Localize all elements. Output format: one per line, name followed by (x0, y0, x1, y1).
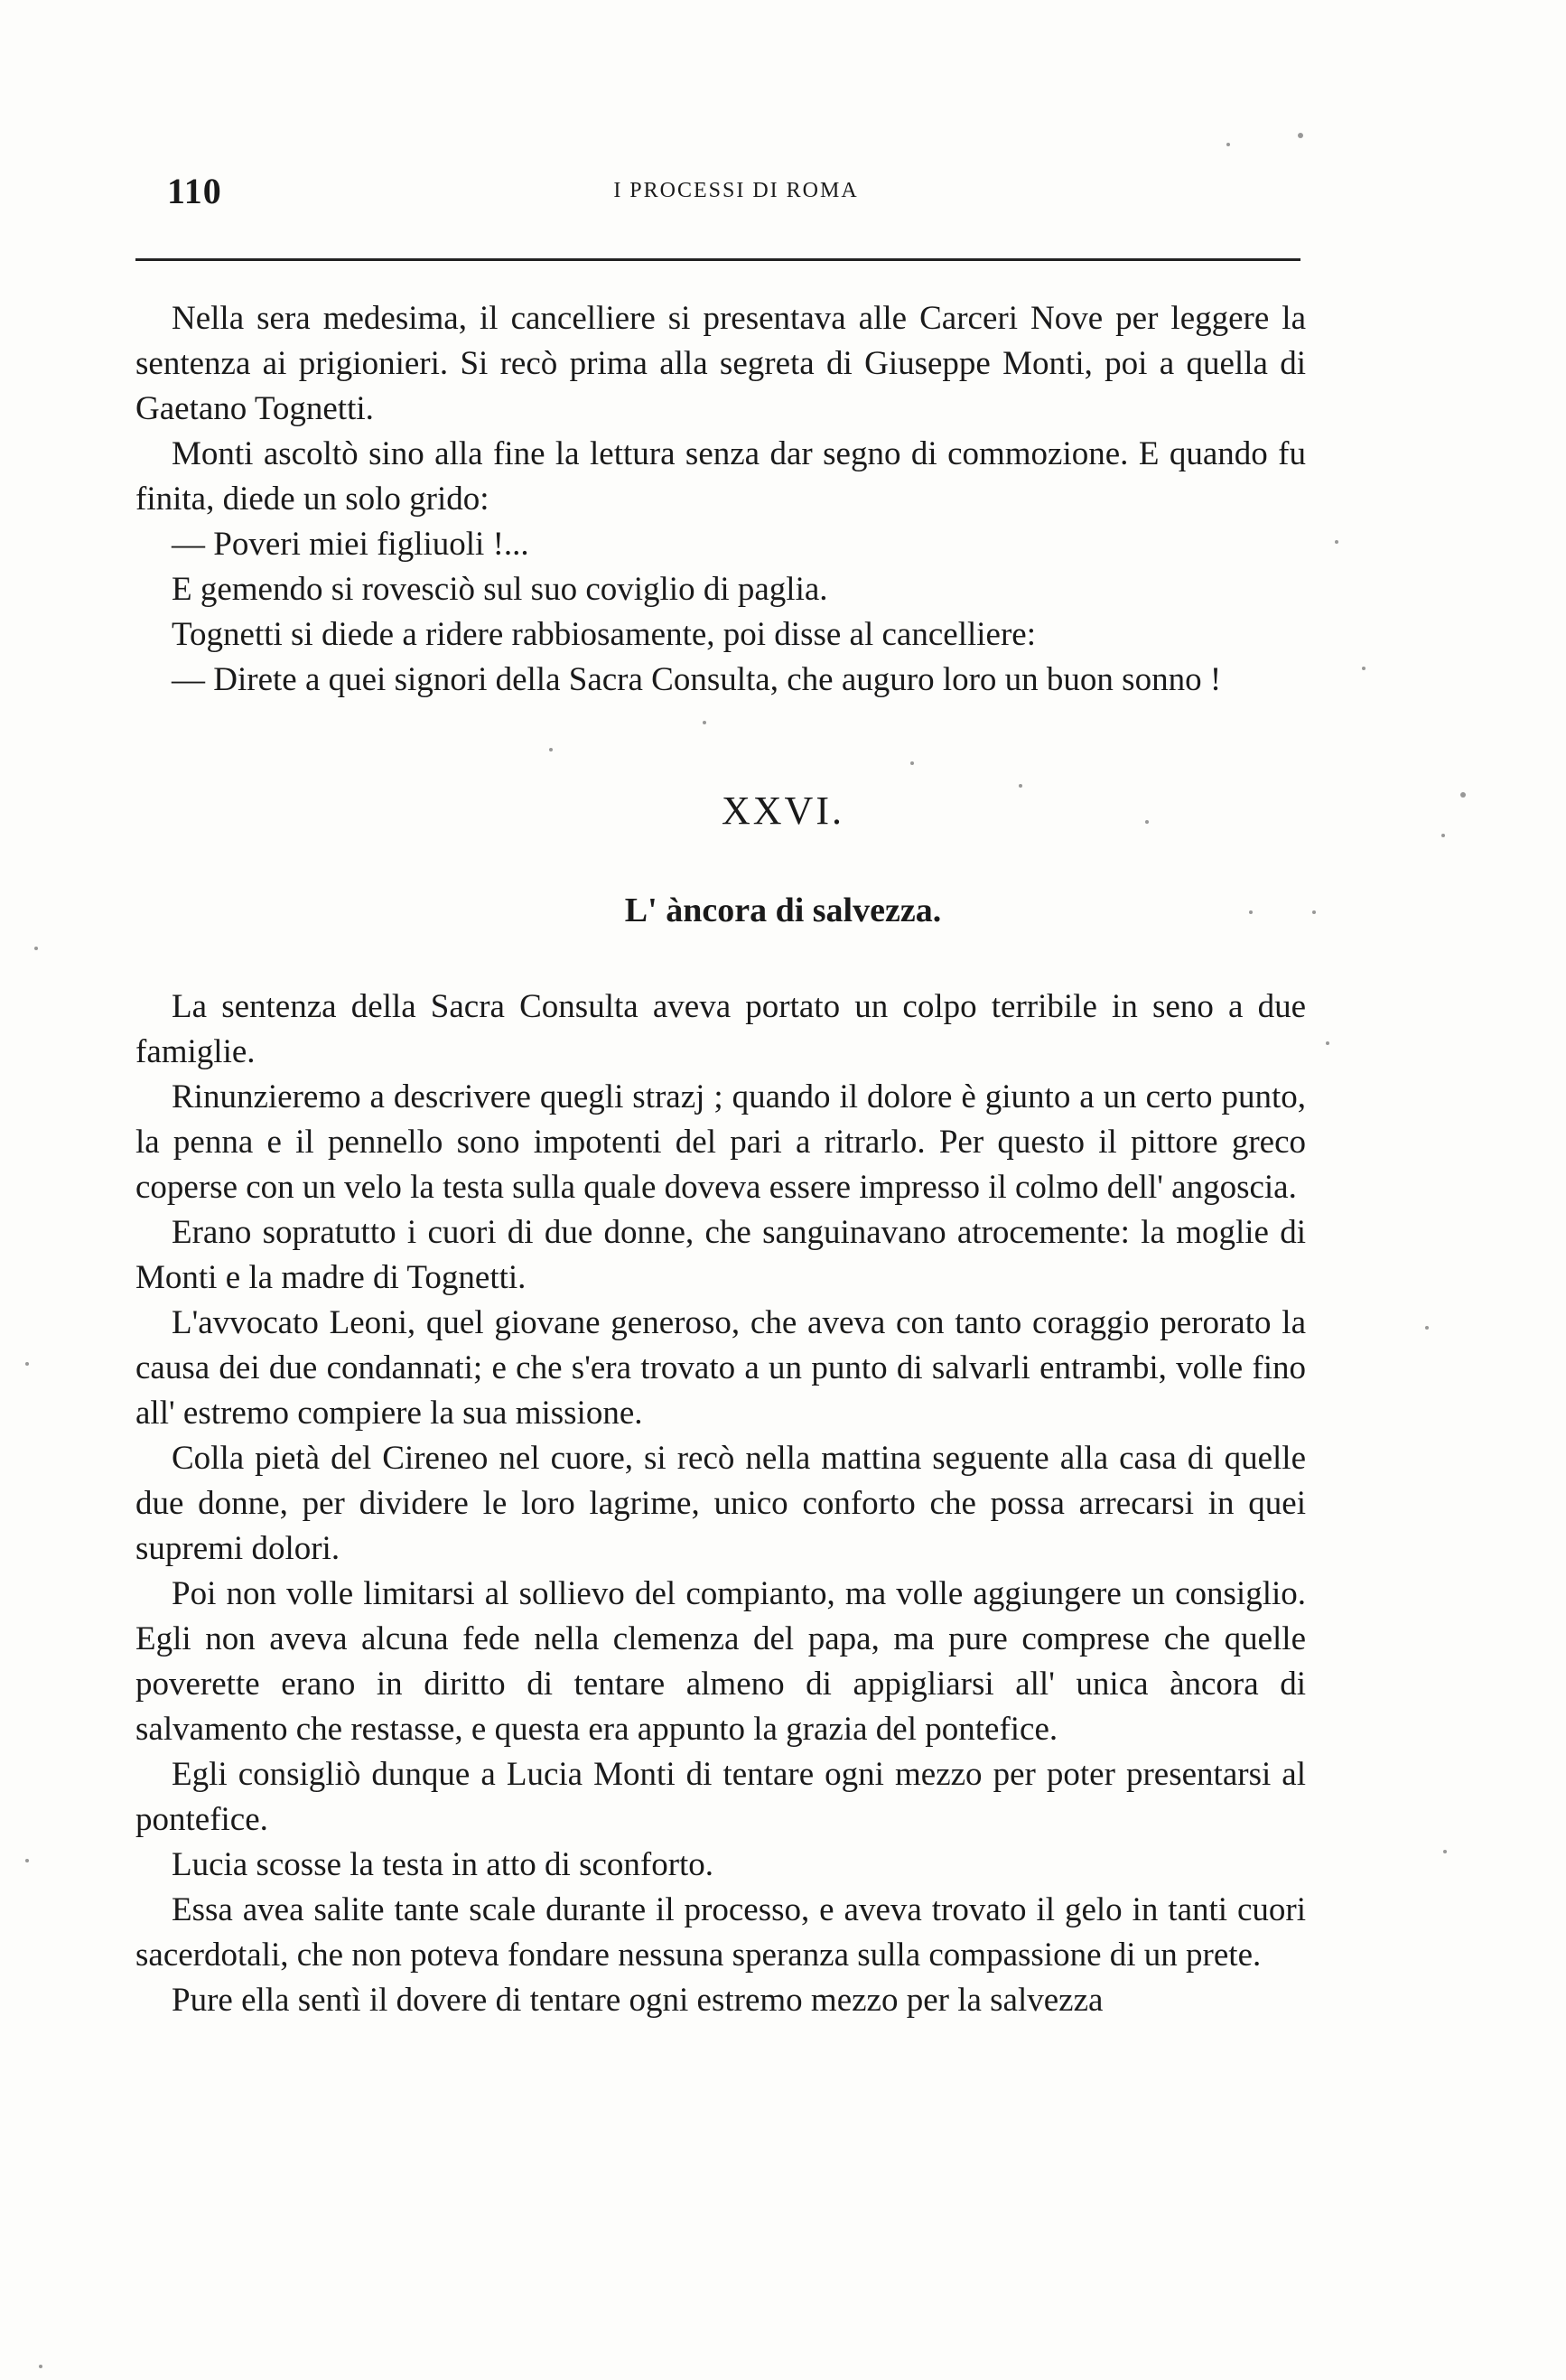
paragraph: Poi non volle limitarsi al sollievo del compianto, ma volle aggiungere un consiglio. Egli non aveva alcuna fede nella clemenza del papa, ma pure comprese che quelle poverette erano in diritto di tentare almeno di appigliarsi all' unica àncora di salvamento che restasse, e questa era appunto la grazia del pontefice. (135, 1575, 1306, 1748)
chapter-title: L' àncora di salvezza. (624, 891, 942, 929)
header-rule (135, 258, 1300, 261)
paragraph: E gemendo si rovesciò sul suo coviglio di paglia. (172, 571, 828, 608)
running-title: I PROCESSI DI ROMA (613, 179, 859, 202)
paragraph: Tognetti si diede a ridere rabbiosamente, poi disse al cancelliere: (172, 616, 1036, 653)
paragraph: L'avvocato Leoni, quel giovane generoso, che aveva con tanto coraggio perorato la causa dei due condannati; e che s'era trovato a un punto di salvarli entrambi, volle fino all' estremo compiere la sua missione. (135, 1304, 1306, 1432)
paragraph: Egli consigliò dunque a Lucia Monti di tentare ogni mezzo per poter presentarsi al pontefice. (135, 1756, 1306, 1838)
page-number: 110 (167, 171, 222, 211)
paragraph: Monti ascoltò sino alla fine la lettura senza dar segno di commozione. E quando fu finita, diede un solo grido: (135, 435, 1306, 518)
dialogue-line: — Poveri miei figliuoli !... (172, 526, 529, 563)
page-header (167, 170, 1305, 215)
previous-chapter-ending (135, 296, 1306, 703)
chapter-numeral: XXVI. (722, 789, 844, 833)
paragraph: Erano sopratutto i cuori di due donne, che sanguinavano atrocemente: la moglie di Monti e la madre di Tognetti. (135, 1214, 1306, 1296)
paragraph: Essa avea salite tante scale durante il processo, e aveva trovato il gelo in tanti cuori sacerdotali, che non poteva fondare nessuna speranza sulla compassione di un prete. (135, 1891, 1306, 1974)
dialogue-line: — Direte a quei signori della Sacra Consulta, che auguro loro un buon sonno ! (172, 661, 1222, 698)
paragraph: Lucia scosse la testa in atto di sconforto. (172, 1846, 714, 1883)
paragraph: Rinunzieremo a descrivere quegli strazj ; quando il dolore è giunto a un certo punto, la penna e il pennello sono impotenti del pari a ritrarlo. Per questo il pittore greco coperse con un velo la testa sulla quale doveva essere impresso il colmo dell' angoscia. (135, 1078, 1306, 1206)
paragraph: Nella sera medesima, il cancelliere si presentava alle Carceri Nove per leggere la sentenza ai prigionieri. Si recò prima alla segreta di Giuseppe Monti, poi a quella di Gaetano Tognetti. (135, 300, 1306, 427)
paragraph: Colla pietà del Cireneo nel cuore, si recò nella mattina seguente alla casa di quelle due donne, per dividere le loro lagrime, unico conforto che possa arrecarsi in quei supremi dolori. (135, 1440, 1306, 1567)
paragraph: Pure ella sentì il dovere di tentare ogni estremo mezzo per la salvezza (172, 1982, 1104, 2019)
paragraph: La sentenza della Sacra Consulta aveva portato un colpo terribile in seno a due famiglie. (135, 988, 1306, 1070)
chapter-body (135, 985, 1306, 2023)
